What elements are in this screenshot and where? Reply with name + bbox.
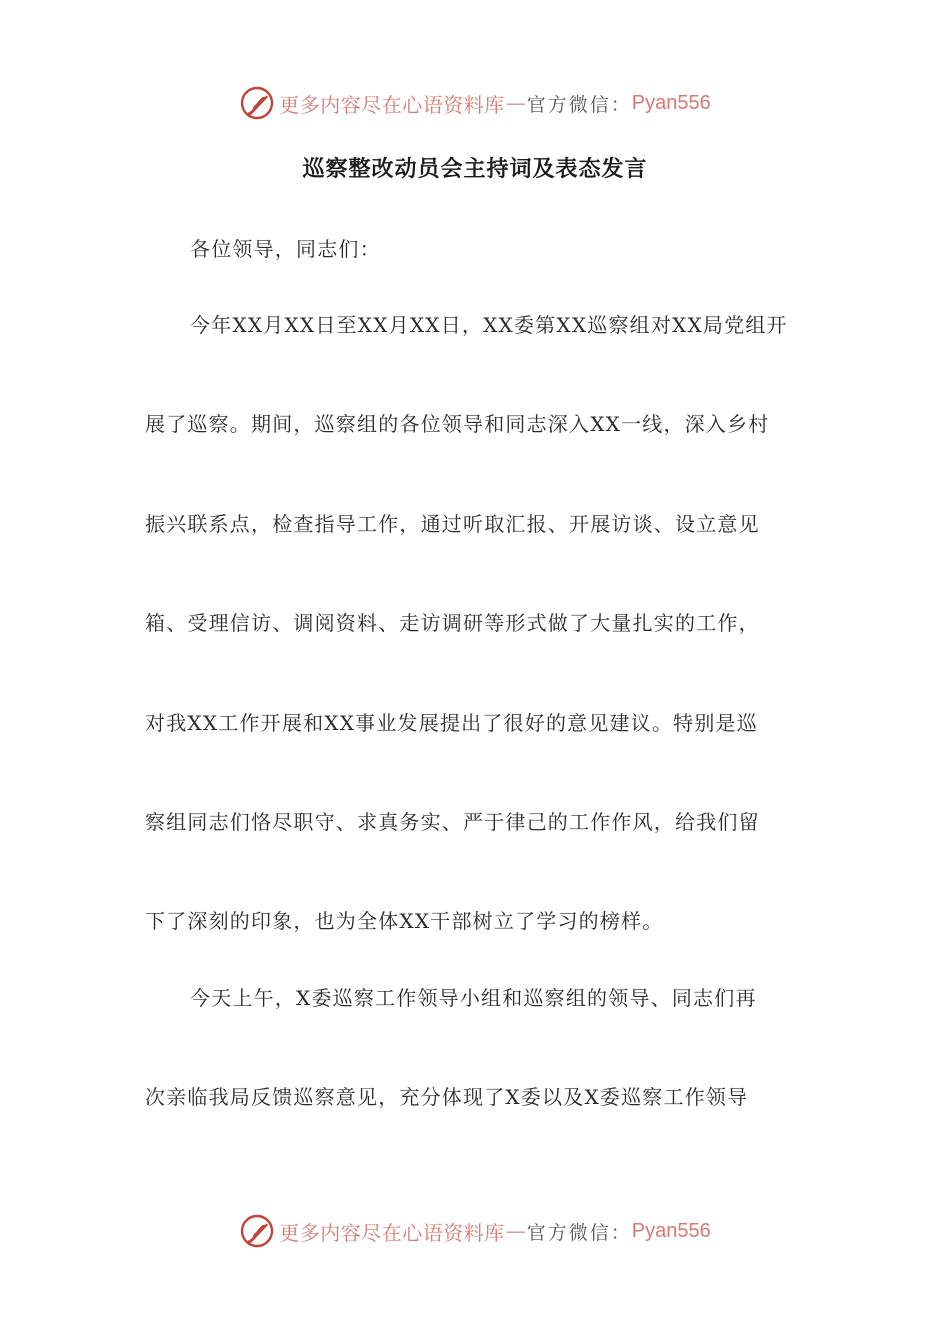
footer-watermark (0, 1209, 950, 1253)
watermark-wechat-label: 官方微信： (526, 93, 632, 116)
watermark-site-text: 更多内容尽在心语资料库 (279, 92, 505, 117)
watermark-wechat-id: Pyan556 (631, 91, 711, 114)
paragraph-line: 下了深刻的印象，也为全体XX干部树立了学习的榜样。 (145, 909, 664, 933)
quill-pen-icon (239, 85, 275, 121)
watermark-dash: — (505, 91, 526, 115)
watermark-wechat-id: Pyan556 (631, 1219, 711, 1242)
quill-pen-icon (239, 1213, 275, 1249)
watermark-dash: — (505, 1219, 526, 1243)
watermark-site-text: 更多内容尽在心语资料库 (279, 1220, 505, 1245)
greeting-line: 各位领导，同志们： (190, 237, 381, 261)
paragraph-line: 箱、受理信访、调阅资料、走访调研等形式做了大量扎实的工作， (145, 611, 760, 635)
paragraph-line: 对我XX工作开展和XX事业发展提出了很好的意见建议。特别是巡 (145, 711, 758, 735)
paragraph-line: 次亲临我局反馈巡察意见，充分体现了X委以及X委巡察工作领导 (145, 1085, 749, 1109)
header-watermark (0, 81, 950, 125)
document-title: 巡察整改动员会主持词及表态发言 (302, 157, 648, 182)
watermark-wechat-label: 官方微信： (526, 1221, 632, 1244)
paragraph-line: 察组同志们恪尽职守、求真务实、严于律己的工作作风，给我们留 (145, 810, 760, 834)
paragraph-line: 展了巡察。期间，巡察组的各位领导和同志深入XX一线，深入乡村 (145, 412, 770, 436)
paragraph-line: 振兴联系点，检查指导工作，通过听取汇报、开展访谈、设立意见 (145, 512, 760, 536)
paragraph-line: 今年XX月XX日至XX月XX日，XX委第XX巡察组对XX局党组开 (190, 313, 788, 337)
paragraph-line: 今天上午，X委巡察工作领导小组和巡察组的领导、同志们再 (190, 986, 757, 1010)
